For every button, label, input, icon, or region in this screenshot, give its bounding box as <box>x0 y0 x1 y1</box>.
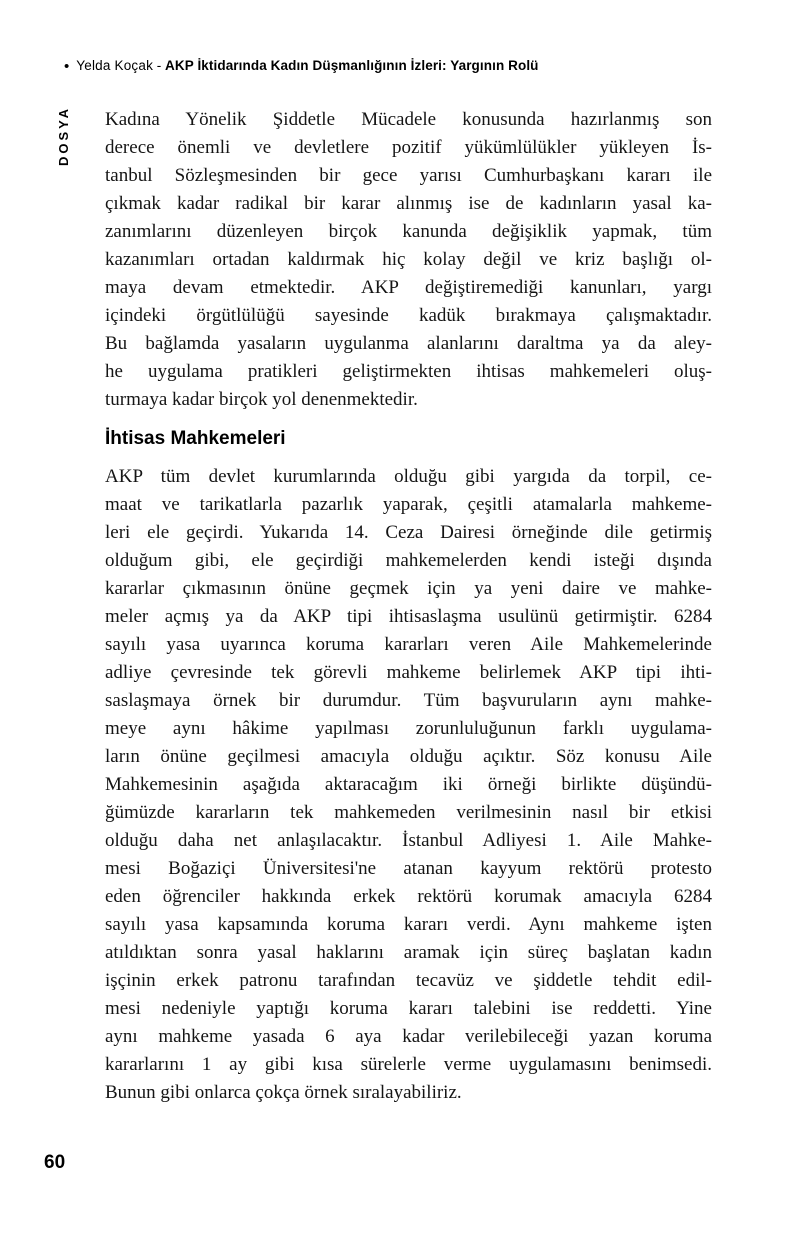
text-line: sayılı yasa uyarınca koruma kararları veren Aile Mahkemelerinde <box>105 634 712 655</box>
text-line: derece önemli ve devletlere pozitif yükümlülükler yükleyen İs- <box>105 137 712 158</box>
text-line: aynı mahkeme yasada 6 aya kadar verilebileceği yazan koruma <box>105 1026 712 1047</box>
text-line: maya devam etmektedir. AKP değiştiremediği kanunları, yargı <box>105 277 712 298</box>
text-line: Kadına Yönelik Şiddetle Mücadele konusunda hazırlanmış son <box>105 109 712 130</box>
text-line: Mahkemesinin aşağıda aktaracağım iki örneği birlikte düşündü- <box>105 774 712 795</box>
header-title: AKP İktidarında Kadın Düşmanlığının İzleri: Yargının Rolü <box>165 58 539 73</box>
section-side-label: DOSYA <box>56 105 71 166</box>
text-line: eden öğrenciler hakkında erkek rektörü korumak amacıyla 6284 <box>105 886 712 907</box>
text-line: çıkmak kadar radikal bir karar alınmış ise de kadınların yasal ka- <box>105 193 712 214</box>
text-line: kararlarını 1 ay gibi kısa sürelerle verme uygulamasını benimsedi. <box>105 1054 712 1075</box>
text-line: he uygulama pratikleri geliştirmekten ihtisas mahkemeleri oluş- <box>105 361 712 382</box>
text-line: kararlar çıkmasının önüne geçmek için ya yeni daire ve mahke- <box>105 578 712 599</box>
page-body <box>105 106 712 1107</box>
header-author: Yelda Koçak <box>76 58 154 73</box>
text-line: olduğu daha net anlaşılacaktır. İstanbul Adliyesi 1. Aile Mahke- <box>105 830 712 851</box>
text-line: Bu bağlamda yasaların uygulanma alanlarını daraltma ya da aley- <box>105 333 712 354</box>
text-line: saslaşmaya örnek bir durumdur. Tüm başvuruların aynı mahke- <box>105 690 712 711</box>
text-line: mesi Boğaziçi Üniversitesi'ne atanan kayyum rektörü protesto <box>105 858 712 879</box>
text-line: tanbul Sözleşmesinden bir gece yarısı Cumhurbaşkanı kararı ile <box>105 165 712 186</box>
text-line: ların önüne geçilmesi amacıyla olduğu açıktır. Söz konusu Aile <box>105 746 712 767</box>
text-line: işçinin erkek patronu tarafından tecavüz ve şiddetle tehdit edil- <box>105 970 712 991</box>
text-line: Bunun gibi onlarca çokça örnek sıralayabiliriz. <box>105 1082 462 1103</box>
paragraph-1 <box>105 106 712 414</box>
text-line: ğümüzde kararların tek mahkemeden verilmesinin nasıl bir etkisi <box>105 802 712 823</box>
text-line: atıldıktan sonra yasal haklarını aramak için süreç başlatan kadın <box>105 942 712 963</box>
text-line: meye aynı hâkime yapılması zorunluluğunun farklı uygulama- <box>105 718 712 739</box>
text-line: zanımlarını düzenleyen birçok kanunda değişiklik yapmak, tüm <box>105 221 712 242</box>
section-heading: İhtisas Mahkemeleri <box>105 428 286 449</box>
text-line: kazanımları ortadan kaldırmak hiç kolay değil ve kriz başlığı ol- <box>105 249 712 270</box>
text-line: içindeki örgütlülüğü sayesinde kadük bırakmaya çalışmaktadır. <box>105 305 712 326</box>
text-line: sayılı yasa kapsamında koruma kararı verdi. Aynı mahkeme işten <box>105 914 712 935</box>
running-header <box>64 58 754 75</box>
text-line: AKP tüm devlet kurumlarında olduğu gibi yargıda da torpil, ce- <box>105 466 712 487</box>
page-number: 60 <box>44 1152 66 1173</box>
bullet-icon: • <box>64 58 70 75</box>
header-separator: - <box>153 58 166 73</box>
text-line: leri ele geçirdi. Yukarıda 14. Ceza Dairesi örneğinde dile getirmiş <box>105 522 712 543</box>
text-line: meler açmış ya da AKP tipi ihtisaslaşma usulünü getirmiştir. 6284 <box>105 606 712 627</box>
paragraph-2 <box>105 463 712 1107</box>
text-line: mesi nedeniyle yaptığı koruma kararı talebini ise reddetti. Yine <box>105 998 712 1019</box>
text-line: maat ve tarikatlarla pazarlık yaparak, çeşitli atamalarla mahkeme- <box>105 494 712 515</box>
text-line: olduğum gibi, ele geçirdiği mahkemelerden kendi isteği dışında <box>105 550 712 571</box>
text-line: adliye çevresinde tek görevli mahkeme belirlemek AKP tipi ihti- <box>105 662 712 683</box>
text-line: turmaya kadar birçok yol denenmektedir. <box>105 389 418 410</box>
